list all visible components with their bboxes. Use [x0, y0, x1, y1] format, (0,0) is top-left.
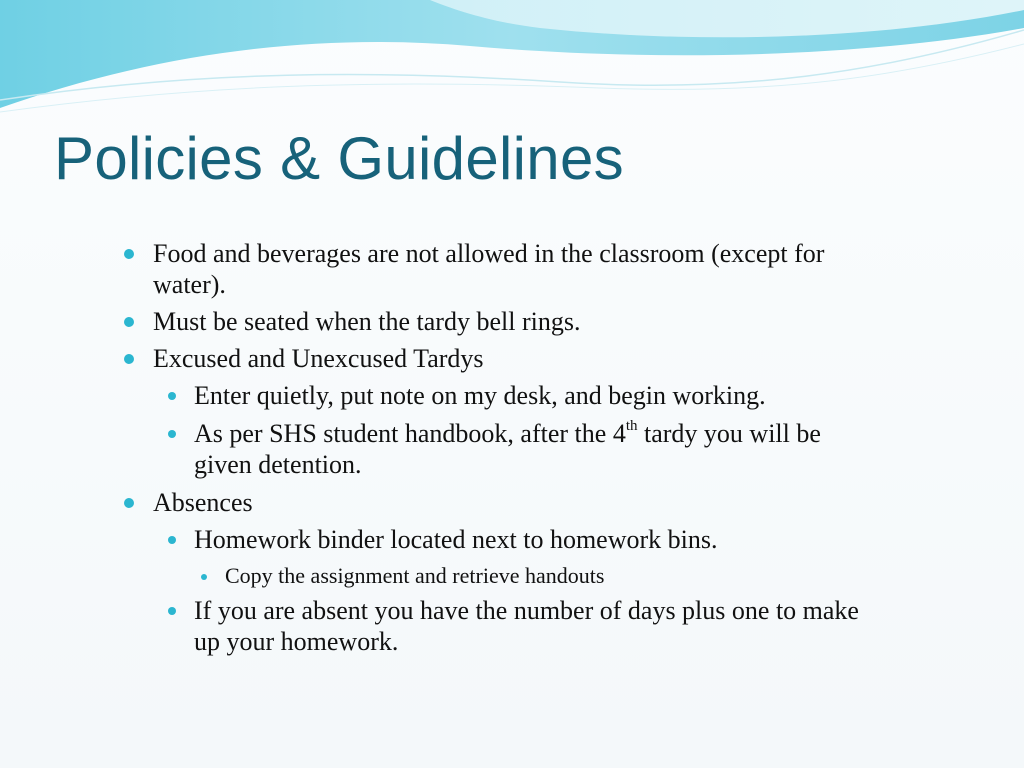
bullet-dot-icon [168, 430, 176, 438]
bullet-item [120, 343, 880, 374]
slide-title: Policies & Guidelines [54, 125, 624, 192]
bullet-text: Excused and Unexcused Tardys [153, 344, 484, 373]
bullet-dot-icon [124, 498, 134, 508]
bullet-dot-icon [201, 574, 207, 580]
bullet-text: Copy the assignment and retrieve handouts [225, 563, 605, 588]
bullet-item [120, 306, 880, 337]
sub-bullet-item [120, 524, 880, 555]
sub-bullet-item [120, 380, 880, 411]
bullet-text: Food and beverages are not allowed in the classroom (except for water). [153, 239, 825, 299]
bullet-list [120, 238, 880, 664]
bullet-dot-icon [124, 354, 134, 364]
bullet-dot-icon [168, 392, 176, 400]
bullet-item [120, 487, 880, 518]
wave-decoration [0, 0, 1024, 120]
bullet-text-part: As per SHS student handbook, after the 4 [194, 419, 626, 448]
bullet-text: Homework binder located next to homework bins. [194, 525, 718, 554]
bullet-item [120, 238, 880, 300]
bullet-text-part: tardy you will be given detention. [194, 419, 821, 479]
bullet-dot-icon [124, 249, 134, 259]
bullet-text: Absences [153, 488, 253, 517]
sub-bullet-item [120, 595, 880, 657]
sub-sub-bullet-item [120, 562, 880, 590]
bullet-dot-icon [168, 536, 176, 544]
sub-bullet-item [120, 418, 880, 480]
bullet-dot-icon [124, 317, 134, 327]
bullet-text: If you are absent you have the number of days plus one to make up your homework. [194, 596, 859, 656]
ordinal-superscript: th [625, 418, 638, 434]
bullet-text: Enter quietly, put note on my desk, and begin working. [194, 381, 766, 410]
bullet-text: Must be seated when the tardy bell rings. [153, 307, 581, 336]
bullet-dot-icon [168, 607, 176, 615]
